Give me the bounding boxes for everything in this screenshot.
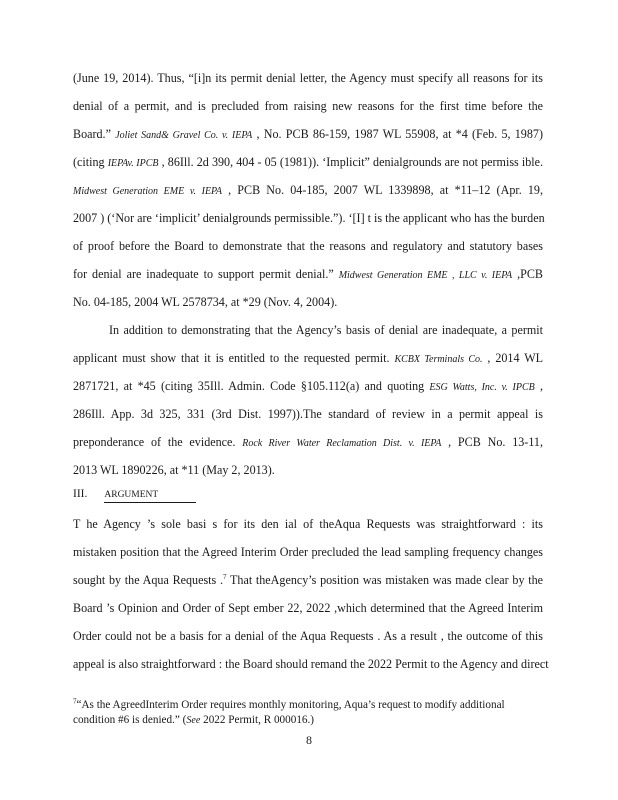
text-segment: (citing [73,155,108,169]
paragraph-3-line: mistaken position that the Agreed Interim Order precluded the lead sampling frequency changes [73,545,543,559]
footnote-line [73,698,533,713]
case-citation: KCBX Terminals Co. [394,354,483,365]
paragraph-1-line [73,266,543,282]
paragraph-3-line: Order could not be a basis for a denial of the Aqua Requests . As a result , the outcome of this [73,629,543,643]
text-segment: preponderance of the evidence. [73,435,243,449]
case-citation: Midwest Generation EME , LLC v. IEPA [338,270,513,281]
text-segment: “As the AgreedInterim Order requires monthly monitoring, Aqua’s request to modify additional [76,699,505,711]
text-segment: ,PCB [512,267,543,281]
paragraph-3-line [73,572,543,588]
case-citation: Midwest Generation EME v. IEPA [73,186,222,197]
section-number: III. [73,488,88,500]
paragraph-1-line [73,154,543,170]
paragraph-3-line: T he Agency ’s sole basi s for its den ial of theAqua Requests was straightforward : its [73,517,543,531]
paragraph-2-line [73,350,543,366]
paragraph-3-line: appeal is also straightforward : the Board should remand the 2022 Permit to the Agency and direct [73,657,549,671]
paragraph-3-line: Board ’s Opinion and Order of Sept ember 22, 2022 ,which determined that the Agreed Interim [73,601,543,615]
footnote-reference: 7 [223,572,227,581]
paragraph-1-line [73,126,543,142]
paragraph-2-line: 286Ill. App. 3d 325, 331 (3rd Dist. 1997)).The standard of review in a permit appeal is [73,407,543,421]
text-segment: , [534,379,544,393]
footnote-marker: 7 [73,697,77,706]
case-citation: IEPAv. IPCB [107,158,159,169]
page-number: 8 [306,733,312,747]
section-title: ARGUMENT [104,490,159,500]
section-heading [73,487,158,502]
text-segment: sought by the Aqua Requests . [73,573,223,587]
paragraph-2-line: 2013 WL 1890226, at *11 (May 2, 2013). [73,463,275,477]
paragraph-2-line [73,378,543,394]
paragraph-1-line [73,182,543,198]
paragraph-2-line [73,434,543,450]
text-segment: 2022 Permit, R 000016.) [200,714,315,726]
paragraph-1-line: (June 19, 2014). Thus, “[i]n its permit denial letter, the Agency must specify all reasons for its [73,71,543,85]
footnote [73,698,533,728]
text-segment: , 2014 WL [482,351,543,365]
paragraph-1-line: of proof before the Board to demonstrate that the reasons and regulatory and statutory bases [73,239,543,253]
paragraph-1-line: No. 04-185, 2004 WL 2578734, at *29 (Nov. 4, 2004). [73,295,338,309]
text-segment: , No. PCB 86-159, 1987 WL 55908, at *4 (Feb. 5, 1987) [252,127,543,141]
paragraph-1-line: denial of a permit, and is precluded from raising new reasons for the first time before the [73,99,543,113]
text-segment: for denial are inadequate to support permit denial.” [73,267,339,281]
case-citation: Rock River Water Reclamation Dist. v. IEPA [242,438,442,449]
footnote-line [73,713,533,728]
text-segment: applicant must show that it is entitled to the requested permit. [73,351,395,365]
text-segment: , PCB No. 13-11, [441,435,543,449]
text-segment: That theAgency’s position was mistaken was made clear by the [226,573,543,587]
text-segment: Board.” [73,127,116,141]
case-citation: ESG Watts, Inc. v. IPCB [429,382,535,393]
text-segment: 2871721, at *45 (citing 35Ill. Admin. Code §105.112(a) and quoting [73,379,430,393]
signal-word: See [186,715,201,726]
paragraph-2-line: In addition to demonstrating that the Agency’s basis of denial are inadequate, a permit [109,323,543,337]
text-segment: , 86Ill. 2d 390, 404 - 05 (1981)). ‘Implicit” denialgrounds are not permiss ible. [158,155,544,169]
text-segment: condition #6 is denied.” ( [73,714,187,726]
paragraph-1-line: 2007 ) (‘Nor are ‘implicit’ denialgrounds permissible.”). ‘[I] t is the applicant who has the burden [73,211,545,225]
text-segment: , PCB No. 04-185, 2007 WL 1339898, at *11–12 (Apr. 19, [222,183,543,197]
case-citation: Joliet Sand& Gravel Co. v. IEPA [115,130,253,141]
